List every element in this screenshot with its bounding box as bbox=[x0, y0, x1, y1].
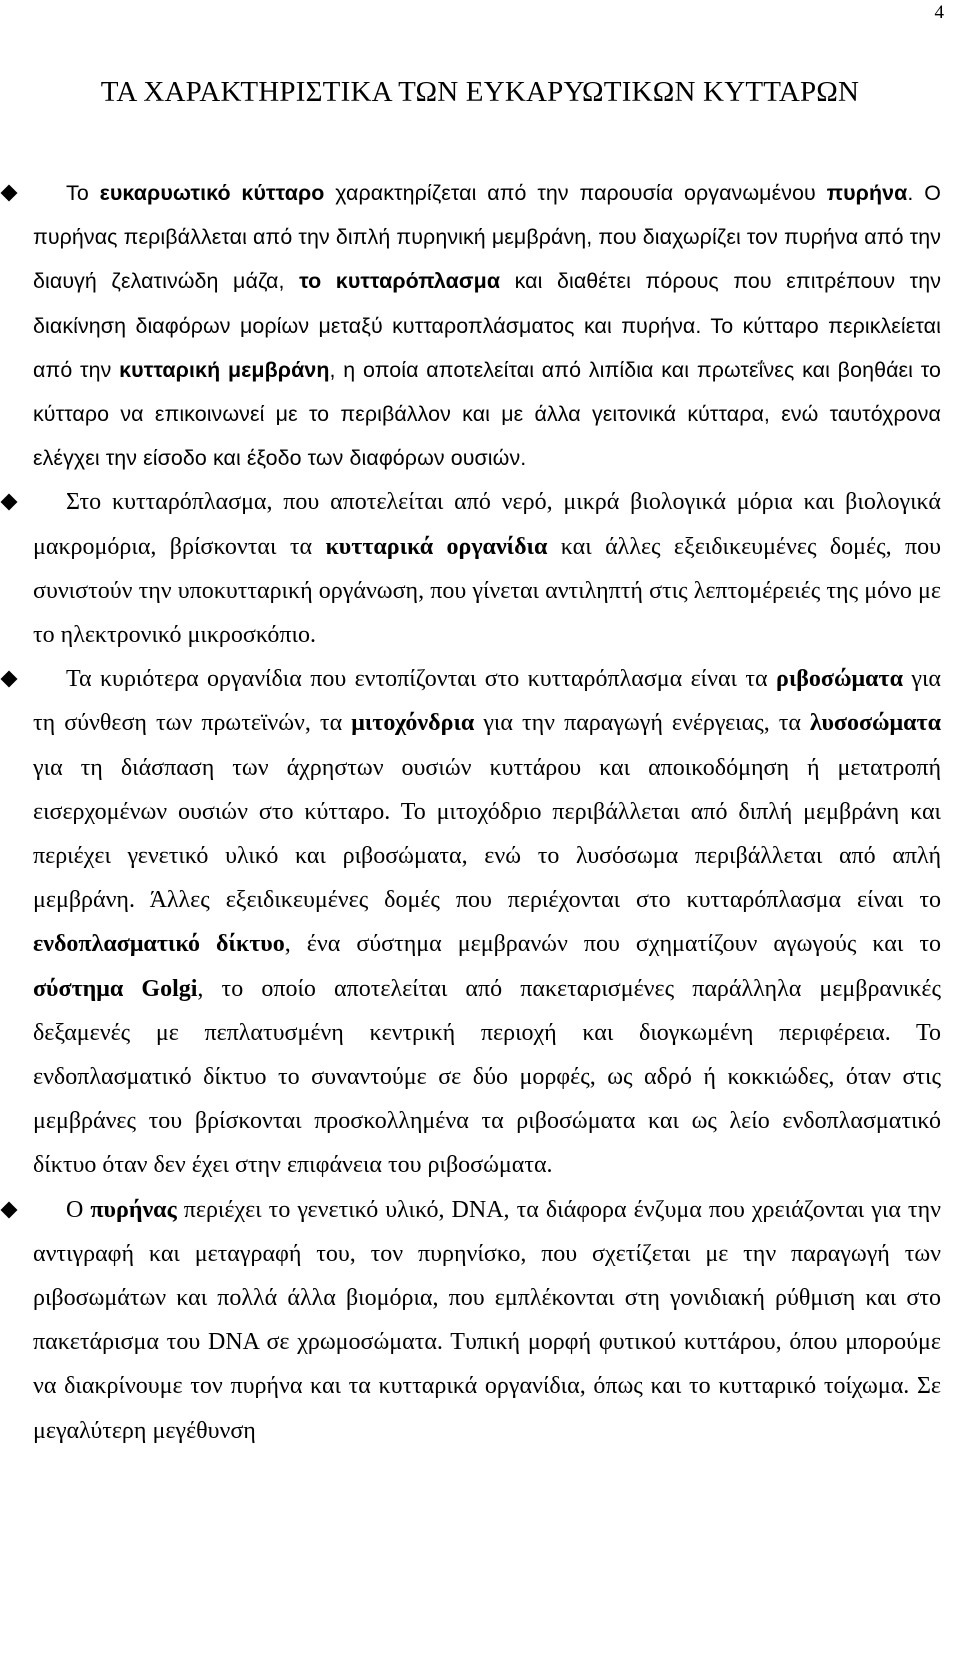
text-run: για την παραγωγή ενέργειας, τα bbox=[474, 710, 810, 737]
bold-term: μιτοχόνδρια bbox=[351, 710, 475, 737]
paragraph-organelles bbox=[33, 657, 941, 1187]
bold-term: λυσοσώματα bbox=[810, 710, 942, 737]
bold-term: πυρήνας bbox=[90, 1196, 177, 1223]
paragraph-text bbox=[33, 666, 941, 1178]
bold-term: ενδοπλασματικό δίκτυο bbox=[33, 931, 285, 958]
diamond-bullet-icon bbox=[0, 1188, 33, 1232]
diamond-bullet-icon bbox=[0, 171, 33, 215]
text-run: χαρακτηρίζεται από την παρουσία οργανωμένου bbox=[324, 181, 827, 205]
paragraph-cytoplasm bbox=[33, 480, 941, 657]
paragraph-text bbox=[33, 181, 941, 470]
page-number: 4 bbox=[934, 2, 944, 23]
bold-term: το κυτταρόπλασμα bbox=[299, 269, 501, 294]
text-run: Στο κυτταρόπλασμα, που αποτελείται από νερό, μικρά βιολογικά μόρια και βιολογικά μακρομόρια, βρίσκονται τα bbox=[33, 489, 941, 560]
bold-term: πυρήνα bbox=[826, 181, 908, 205]
text-run: , το οποίο αποτελείται από πακεταρισμένες παράλληλα μεμβρανικές δεξαμενές με πεπλατυσμένη κεντρική περιοχή και διογκωμένη περιφέρεια. Το ενδοπλασματικό δίκτυο το συναντούμε σε δύο μορφές, ως αδρό ή κοκκιώδες, όταν στις μεμβράνες του βρίσκονται προσκολλημένα τα ριβοσώματα και ως λείο ενδοπλασματικό δίκτυο όταν δεν έχει στην επιφάνεια του ριβοσώματα. bbox=[33, 975, 941, 1179]
paragraph-text bbox=[33, 1197, 941, 1444]
bold-term: ριβοσώματα bbox=[775, 666, 903, 693]
document-body bbox=[33, 171, 941, 1453]
text-run: για τη διάσπαση των άχρηστων ουσιών κυττάρου και αποικοδόμηση ή μετατροπή εισερχομένων ουσιών στο κύτταρο. Το μιτοχόδριο περιβάλλεται από διπλή μεμβράνη και περιέχει γενετικό υλικό και ριβοσώματα, ενώ το λυσόσωμα περιβάλλεται από απλή μεμβράνη. Άλλες εξειδικευμένες δομές που περιέχονται στο κυτταρόπλασμα είναι το bbox=[33, 754, 941, 914]
diamond-bullet-icon bbox=[0, 480, 33, 524]
bold-term: σύστημα Golgi bbox=[33, 975, 198, 1002]
text-run: Το bbox=[66, 181, 100, 205]
page-title: ΤΑ ΧΑΡΑΚΤΗΡΙΣΤΙΚΑ ΤΩΝ ΕΥΚΑΡΥΩΤΙΚΩΝ ΚΥΤΤΑΡΩΝ bbox=[100, 76, 860, 108]
bold-term: ευκαρυωτικό κύτταρο bbox=[99, 181, 325, 205]
bold-term: κυτταρική μεμβράνη bbox=[119, 357, 330, 382]
bold-term: κυτταρικά οργανίδια bbox=[325, 533, 548, 560]
text-run: και διαθέτει πόρους που επιτρέπουν την διακίνηση διαφόρων μορίων μεταξύ κυτταροπλάσματος και πυρήνα. Το κύτταρο περικλείεται από την bbox=[33, 269, 942, 382]
diamond-bullet-icon bbox=[0, 657, 33, 701]
text-run: και άλλες εξειδικευμένες δομές, που συνιστούν την υποκυτταρική οργάνωση, που γίνεται αντιληπτή στις λεπτομέρειές της μόνο με το ηλεκτρονικό μικροσκόπιο. bbox=[33, 533, 941, 649]
text-run: Ο bbox=[66, 1196, 91, 1223]
paragraph-text bbox=[33, 489, 941, 648]
paragraph-nucleus bbox=[33, 1188, 941, 1453]
paragraph-eukaryotic-cell bbox=[33, 171, 941, 480]
text-run: . Ο πυρήνας περιβάλλεται από την διπλή πυρηνική μεμβράνη, που διαχωρίζει τον πυρήνα από την διαυγή ζελατινώδη μάζα, bbox=[33, 181, 941, 294]
text-run: για τη σύνθεση των πρωτεϊνών, τα bbox=[33, 666, 941, 737]
text-run: , η οποία αποτελείται από λιπίδια και πρωτεΐνες και βοηθάει το κύτταρο να επικοινωνεί με το περιβάλλον και με άλλα γειτονικά κύτταρα, ενώ ταυτόχρονα ελέγχει την είσοδο και έξοδο των διαφόρων ουσιών. bbox=[33, 357, 941, 471]
text-run: Τα κυριότερα οργανίδια που εντοπίζονται στο κυτταρόπλασμα είναι τα bbox=[66, 666, 776, 693]
text-run: περιέχει το γενετικό υλικό, DNA, τα διάφορα ένζυμα που χρειάζονται για την αντιγραφή και μεταγραφή του, τον πυρηνίσκο, που σχετίζεται με την παραγωγή των ριβοσωμάτων και πολλά άλλα βιομόρια, που εμπλέκονται στη γονιδιακή ρύθμιση και στο πακετάρισμα του DNA σε χρωμοσώματα. Τυπική μορφή φυτικού κυττάρου, όπου μπορούμε να διακρίνουμε τον πυρήνα και τα κυτταρικά οργανίδια, όπως και το κυτταρικό τοίχωμα. Σε μεγαλύτερη μεγέθυνση bbox=[33, 1196, 941, 1444]
text-run: , ένα σύστημα μεμβρανών που σχηματίζουν αγωγούς και το bbox=[284, 931, 942, 958]
